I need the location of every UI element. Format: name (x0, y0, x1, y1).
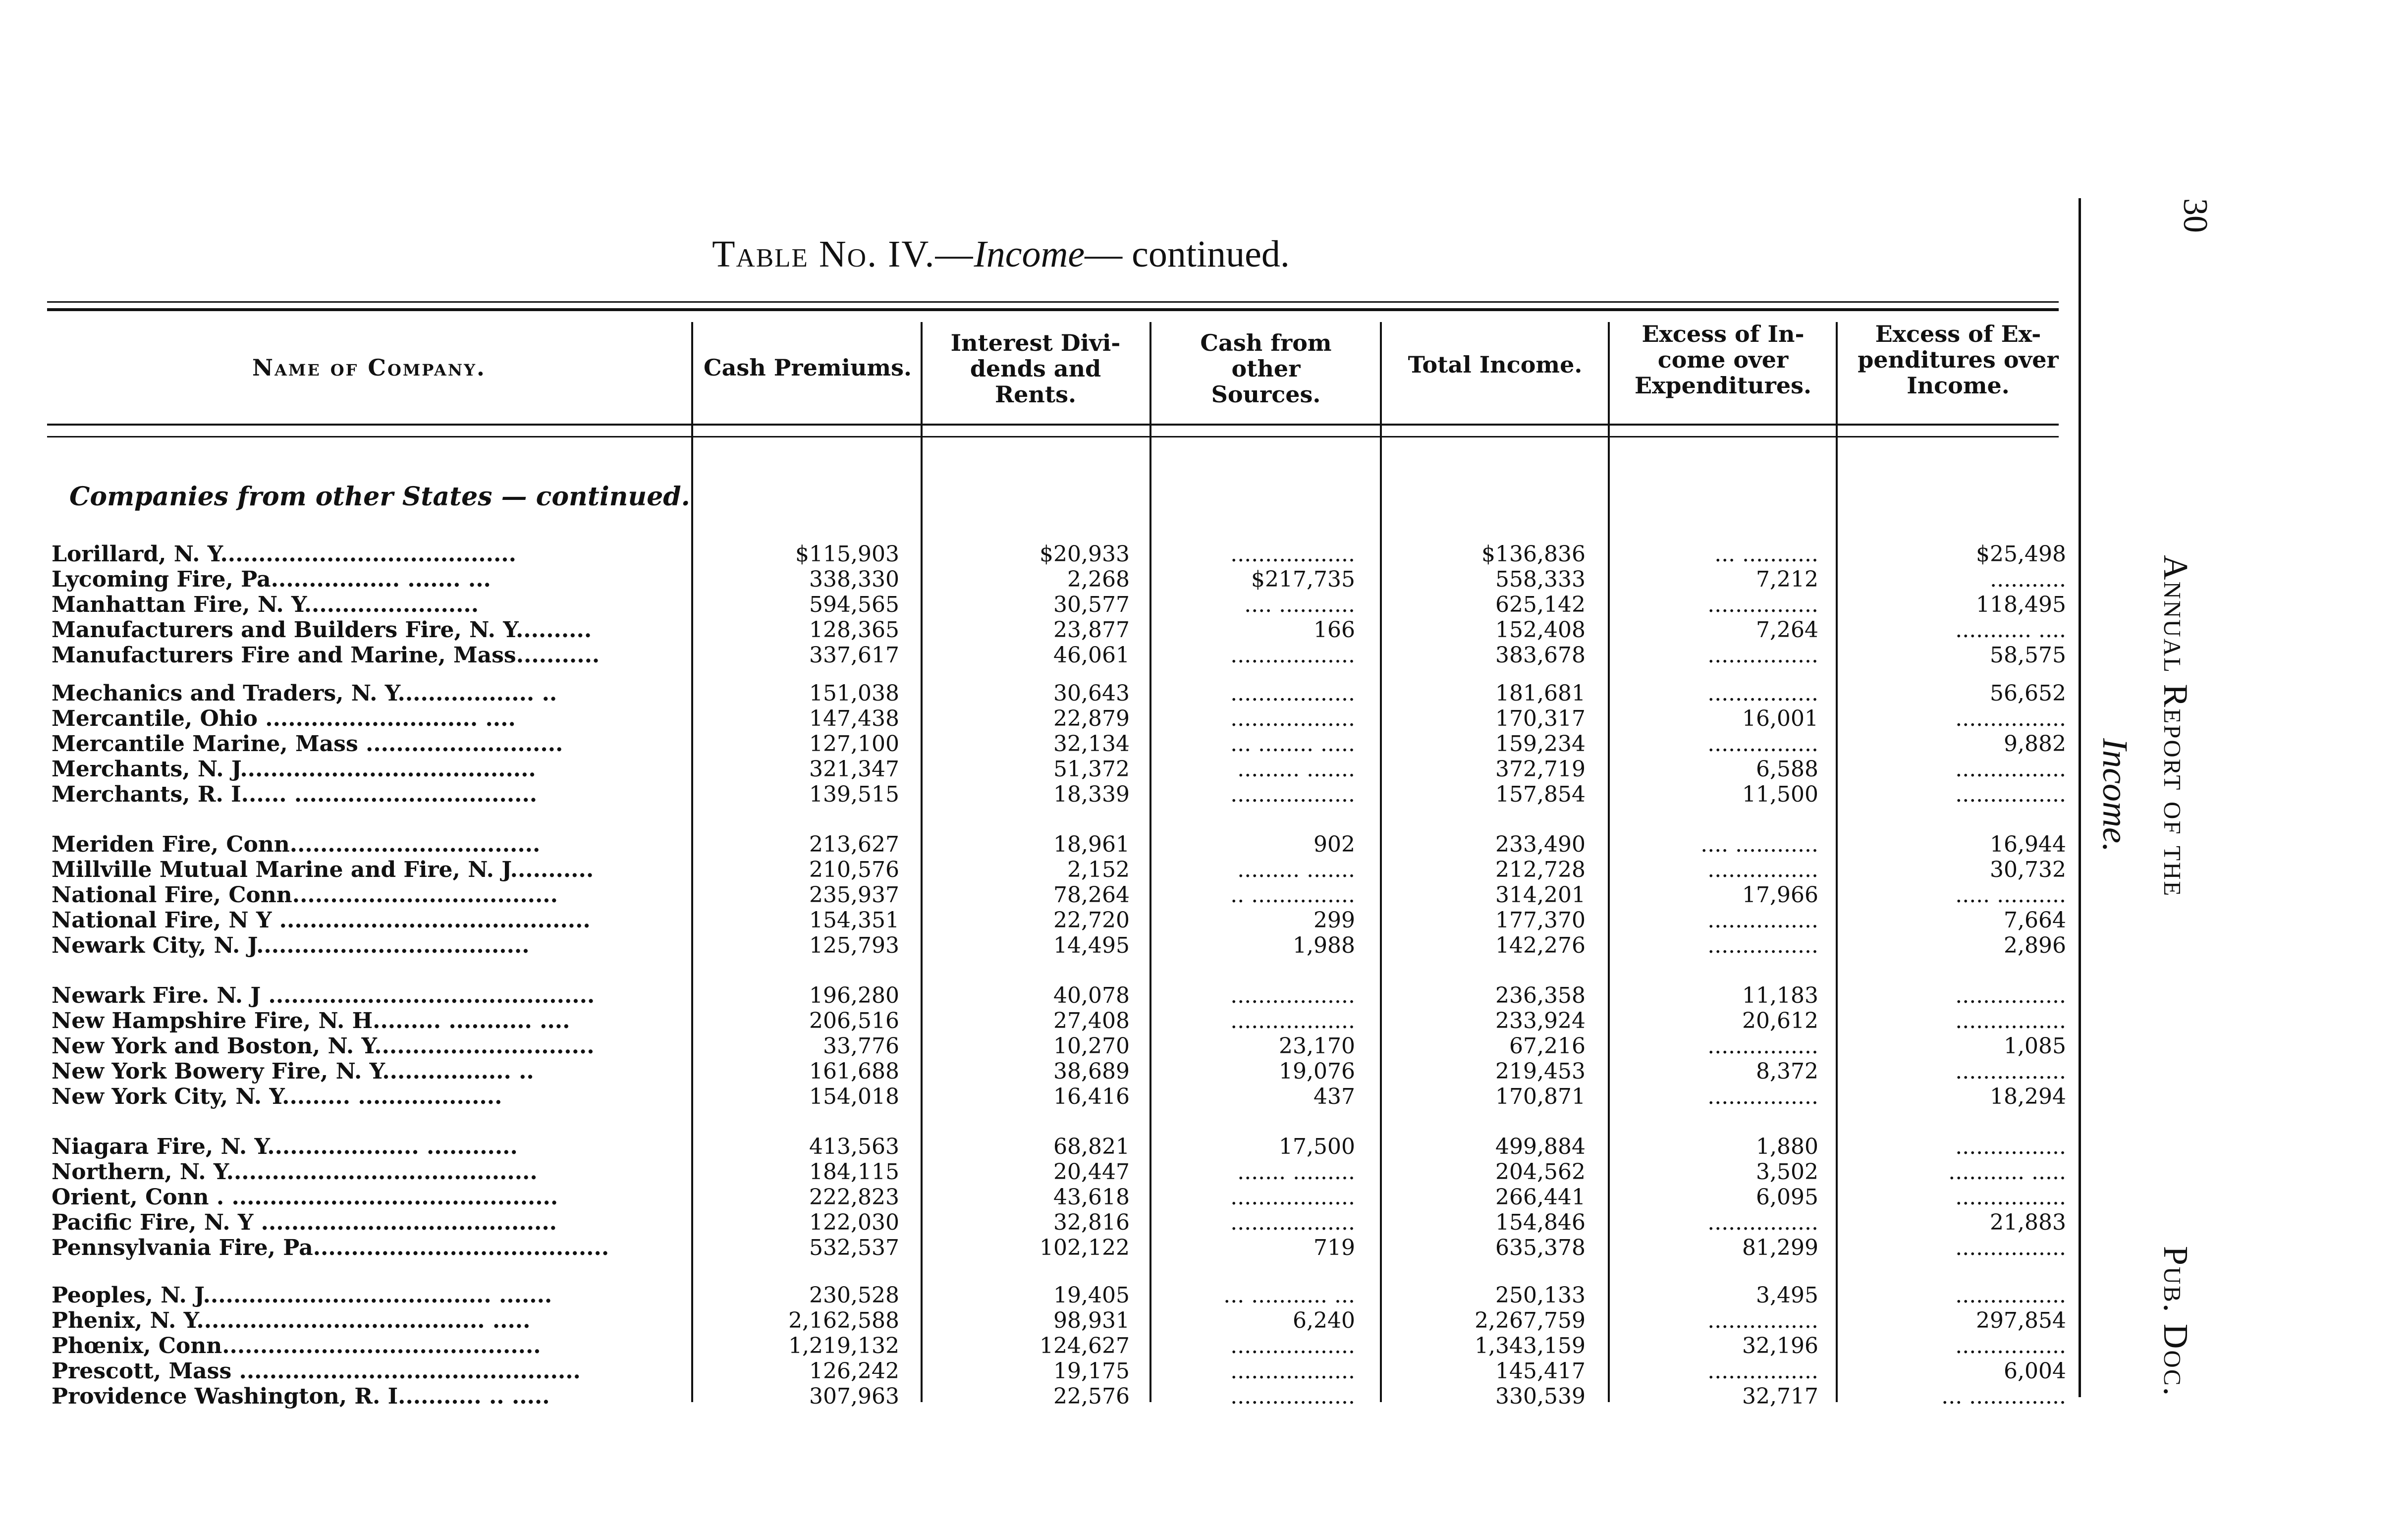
total-income-cell: 145,417 (1495, 1359, 1586, 1384)
company-name: Meriden Fire, Conn................................. (52, 832, 541, 857)
cash-premiums-cell: 321,347 (809, 757, 899, 782)
company-name: Newark City, N. J.................................... (52, 933, 530, 958)
total-income-cell: 2,267,759 (1475, 1308, 1586, 1333)
table-row (0, 1359, 2131, 1384)
company-name: Lorillard, N. Y....................................... (52, 542, 516, 567)
cash-other-cell: 719 (1313, 1236, 1355, 1260)
company-name: Manhattan Fire, N. Y....................... (52, 593, 479, 617)
company-name: Manufacturers and Builders Fire, N. Y.......... (52, 618, 592, 643)
excess-expenditures-cell: 118,495 (1976, 593, 2066, 617)
excess-expenditures-cell: ................ (1955, 1334, 2066, 1359)
interest-cell: 22,576 (1053, 1384, 1130, 1409)
excess-expenditures-cell: ................ (1955, 1185, 2066, 1210)
total-income-cell: 250,133 (1495, 1283, 1586, 1308)
excess-expenditures-cell: 18,294 (1990, 1085, 2066, 1109)
total-income-cell: 67,216 (1509, 1034, 1586, 1059)
cash-other-cell: .................. (1230, 1334, 1355, 1359)
table-row (0, 1135, 2131, 1159)
cash-premiums-cell: 184,115 (809, 1160, 899, 1185)
header-bottom-rule (47, 424, 2059, 426)
cash-premiums-cell: 33,776 (823, 1034, 899, 1059)
company-name: Merchants, N. J....................................... (52, 757, 536, 782)
table-row (0, 618, 2131, 643)
table-row (0, 1210, 2131, 1235)
interest-cell: 18,961 (1053, 832, 1130, 857)
table-row (0, 1384, 2131, 1409)
table-row (0, 707, 2131, 731)
company-name: New York and Boston, N. Y............................. (52, 1034, 595, 1059)
excess-income-cell: 81,299 (1742, 1236, 1818, 1260)
cash-premiums-cell: 594,565 (809, 593, 899, 617)
total-income-cell: 170,871 (1495, 1085, 1586, 1109)
cash-other-cell: 299 (1313, 908, 1355, 933)
cash-premiums-cell: 413,563 (809, 1135, 899, 1159)
excess-income-cell: 7,212 (1756, 567, 1818, 592)
company-name: Orient, Conn . ........................................... (52, 1185, 558, 1210)
table-row (0, 593, 2131, 617)
excess-income-cell: ................ (1707, 1359, 1818, 1384)
excess-expenditures-cell: ................ (1955, 983, 2066, 1008)
cash-other-cell: 902 (1313, 832, 1355, 857)
cash-other-cell: 1,988 (1293, 933, 1355, 958)
company-name: National Fire, N Y ......................................... (52, 908, 591, 933)
total-income-cell: 154,846 (1495, 1210, 1586, 1235)
company-name: National Fire, Conn................................... (52, 883, 558, 908)
excess-expenditures-cell: ................ (1955, 1283, 2066, 1308)
table-title (555, 233, 1447, 276)
excess-expenditures-cell: ........... ..... (1948, 1160, 2066, 1185)
excess-expenditures-cell: 21,883 (1990, 1210, 2066, 1235)
subheader-rule (47, 436, 2059, 437)
excess-income-cell: ................ (1707, 1308, 1818, 1333)
excess-income-cell: ................ (1707, 1085, 1818, 1109)
excess-income-cell: 3,502 (1756, 1160, 1818, 1185)
excess-expenditures-cell: ................ (1955, 1236, 2066, 1260)
cash-other-cell: 17,500 (1279, 1135, 1355, 1159)
company-name: New Hampshire Fire, N. H......... ........... .... (52, 1009, 570, 1033)
excess-income-cell: ................ (1707, 1034, 1818, 1059)
cash-premiums-cell: 213,627 (809, 832, 899, 857)
header-name-of-company: Name of Company. (252, 354, 486, 381)
table-row (0, 1009, 2131, 1033)
excess-expenditures-cell: ................ (1955, 1009, 2066, 1033)
cash-other-cell: $217,735 (1251, 567, 1355, 592)
excess-expenditures-cell: 9,882 (2004, 732, 2066, 757)
cash-other-cell: .................. (1230, 681, 1355, 706)
cash-other-cell: .................. (1230, 1384, 1355, 1409)
excess-income-cell: ................ (1707, 933, 1818, 958)
excess-expenditures-cell: 1,085 (2004, 1034, 2066, 1059)
total-income-cell: 142,276 (1495, 933, 1586, 958)
excess-income-cell: 3,495 (1756, 1283, 1818, 1308)
cash-other-cell: 166 (1313, 618, 1355, 643)
cash-premiums-cell: 1,219,132 (788, 1334, 899, 1359)
interest-cell: 2,268 (1067, 567, 1130, 592)
cash-premiums-cell: 196,280 (809, 983, 899, 1008)
table-row (0, 1160, 2131, 1185)
table-row (0, 567, 2131, 592)
total-income-cell: 1,343,159 (1475, 1334, 1586, 1359)
company-name: Mercantile, Ohio ............................ .... (52, 707, 516, 731)
cash-premiums-cell: 337,617 (809, 643, 899, 668)
total-income-cell: 159,234 (1495, 732, 1586, 757)
table-row (0, 1334, 2131, 1359)
excess-income-cell: 11,500 (1742, 782, 1818, 807)
company-name: Prescott, Mass ............................................. (52, 1359, 581, 1384)
interest-cell: 2,152 (1067, 858, 1130, 882)
excess-expenditures-cell: 6,004 (2004, 1359, 2066, 1384)
table-row (0, 1034, 2131, 1059)
table-row (0, 1059, 2131, 1084)
excess-income-cell: 20,612 (1742, 1009, 1818, 1033)
interest-cell: 38,689 (1053, 1059, 1130, 1084)
company-name: New York City, N. Y......... ................... (52, 1085, 502, 1109)
top-rule-thick (47, 308, 2059, 311)
interest-cell: 19,175 (1053, 1359, 1130, 1384)
table-row (0, 542, 2131, 567)
cash-premiums-cell: 206,516 (809, 1009, 899, 1033)
top-rule-thin (47, 301, 2059, 303)
interest-cell: 68,821 (1053, 1135, 1130, 1159)
cash-other-cell: .... ........... (1244, 593, 1355, 617)
cash-premiums-cell: 222,823 (809, 1185, 899, 1210)
interest-cell: 20,447 (1053, 1160, 1130, 1185)
cash-premiums-cell: 161,688 (809, 1059, 899, 1084)
total-income-cell: 233,924 (1495, 1009, 1586, 1033)
section-label: Companies from other States — continued. (69, 482, 690, 512)
cash-other-cell: .................. (1230, 542, 1355, 567)
table-row (0, 643, 2131, 668)
company-name: Millville Mutual Marine and Fire, N. J........... (52, 858, 594, 882)
excess-income-cell: ................ (1707, 1210, 1818, 1235)
excess-expenditures-cell: ..... .......... (1955, 883, 2066, 908)
interest-cell: 32,816 (1053, 1210, 1130, 1235)
interest-cell: $20,933 (1040, 542, 1130, 567)
cash-other-cell: .................. (1230, 782, 1355, 807)
interest-cell: 22,720 (1053, 908, 1130, 933)
interest-cell: 51,372 (1053, 757, 1130, 782)
cash-premiums-cell: 126,242 (809, 1359, 899, 1384)
cash-premiums-cell: 154,351 (809, 908, 899, 933)
company-name: Phœnix, Conn.......................................... (52, 1334, 541, 1359)
table-row (0, 732, 2131, 757)
interest-cell: 19,405 (1053, 1283, 1130, 1308)
table-row (0, 1185, 2131, 1210)
cash-other-cell: ... ........... ... (1223, 1283, 1355, 1308)
total-income-cell: 212,728 (1495, 858, 1586, 882)
excess-expenditures-cell: 7,664 (2004, 908, 2066, 933)
side-section-title: Income. (2095, 738, 2135, 852)
excess-income-cell: 32,717 (1742, 1384, 1818, 1409)
cash-premiums-cell: 127,100 (809, 732, 899, 757)
cash-premiums-cell: 139,515 (809, 782, 899, 807)
cash-premiums-cell: 125,793 (809, 933, 899, 958)
cash-premiums-cell: 338,330 (809, 567, 899, 592)
excess-expenditures-cell: ........... .... (1955, 618, 2066, 643)
cash-premiums-cell: 230,528 (809, 1283, 899, 1308)
table-row (0, 757, 2131, 782)
cash-other-cell: 437 (1313, 1085, 1355, 1109)
excess-expenditures-cell: ................ (1955, 1059, 2066, 1084)
interest-cell: 16,416 (1053, 1085, 1130, 1109)
excess-expenditures-cell: ................ (1955, 1135, 2066, 1159)
excess-income-cell: 6,588 (1756, 757, 1818, 782)
excess-expenditures-cell: 297,854 (1976, 1308, 2066, 1333)
cash-premiums-cell: $115,903 (795, 542, 899, 567)
cash-other-cell: .. ............... (1230, 883, 1355, 908)
total-income-cell: 219,453 (1495, 1059, 1586, 1084)
cash-other-cell: .................. (1230, 1210, 1355, 1235)
excess-expenditures-cell: ... .............. (1941, 1384, 2066, 1409)
excess-expenditures-cell: 58,575 (1990, 643, 2066, 668)
header-excess-expenditures: Excess of Ex- penditures over Income. (1858, 321, 2059, 399)
table-row (0, 983, 2131, 1008)
company-name: Pacific Fire, N. Y ....................................... (52, 1210, 557, 1235)
total-income-cell: 204,562 (1495, 1160, 1586, 1185)
company-name: Pennsylvania Fire, Pa....................................... (52, 1236, 609, 1260)
excess-income-cell: .... ............ (1700, 832, 1818, 857)
table-row (0, 782, 2131, 807)
page-number: 30 (2176, 198, 2214, 233)
cash-other-cell: .................. (1230, 707, 1355, 731)
cash-other-cell: 6,240 (1293, 1308, 1355, 1333)
excess-income-cell: 17,966 (1742, 883, 1818, 908)
excess-income-cell: ................ (1707, 858, 1818, 882)
total-income-cell: 181,681 (1495, 681, 1586, 706)
excess-income-cell: 7,264 (1756, 618, 1818, 643)
cash-other-cell: .................. (1230, 983, 1355, 1008)
table-title-prefix: Table No. IV.— (712, 233, 974, 275)
interest-cell: 78,264 (1053, 883, 1130, 908)
table-row (0, 858, 2131, 882)
company-name: Northern, N. Y......................................... (52, 1160, 538, 1185)
table-row (0, 1283, 2131, 1308)
excess-income-cell: ................ (1707, 908, 1818, 933)
interest-cell: 98,931 (1053, 1308, 1130, 1333)
cash-other-cell: ......... ....... (1237, 757, 1355, 782)
cash-premiums-cell: 122,030 (809, 1210, 899, 1235)
interest-cell: 18,339 (1053, 782, 1130, 807)
excess-income-cell: 16,001 (1742, 707, 1818, 731)
table-title-italic: Income (974, 233, 1085, 275)
table-title-suffix: — continued. (1085, 233, 1290, 275)
excess-income-cell: 8,372 (1756, 1059, 1818, 1084)
interest-cell: 124,627 (1040, 1334, 1130, 1359)
header-interest-dividends: Interest Divi- dends and Rents. (950, 329, 1121, 408)
excess-income-cell: 1,880 (1756, 1135, 1818, 1159)
interest-cell: 27,408 (1053, 1009, 1130, 1033)
company-name: New York Bowery Fire, N. Y................. .. (52, 1059, 534, 1084)
company-name: Providence Washington, R. I........... .. ..... (52, 1384, 550, 1409)
cash-premiums-cell: 154,018 (809, 1085, 899, 1109)
table-row (0, 1085, 2131, 1109)
excess-expenditures-cell: $25,498 (1976, 542, 2066, 567)
excess-expenditures-cell: 16,944 (1990, 832, 2066, 857)
excess-expenditures-cell: 2,896 (2004, 933, 2066, 958)
excess-income-cell: 11,183 (1742, 983, 1818, 1008)
cash-other-cell: .................. (1230, 643, 1355, 668)
excess-income-cell: ... ........... (1714, 542, 1818, 567)
total-income-cell: 558,333 (1495, 567, 1586, 592)
total-income-cell: 499,884 (1495, 1135, 1586, 1159)
total-income-cell: 233,490 (1495, 832, 1586, 857)
excess-income-cell: ................ (1707, 593, 1818, 617)
total-income-cell: 330,539 (1495, 1384, 1586, 1409)
interest-cell: 40,078 (1053, 983, 1130, 1008)
cash-premiums-cell: 532,537 (809, 1236, 899, 1260)
interest-cell: 22,879 (1053, 707, 1130, 731)
cash-premiums-cell: 235,937 (809, 883, 899, 908)
total-income-cell: 314,201 (1495, 883, 1586, 908)
company-name: Mechanics and Traders, N. Y.................. .. (52, 681, 557, 706)
total-income-cell: 236,358 (1495, 983, 1586, 1008)
running-head (2150, 555, 2200, 1397)
company-name: Newark Fire. N. J ........................................... (52, 983, 595, 1008)
excess-income-cell: 6,095 (1756, 1185, 1818, 1210)
interest-cell: 30,643 (1053, 681, 1130, 706)
company-name: Mercantile Marine, Mass .......................... (52, 732, 563, 757)
total-income-cell: 635,378 (1495, 1236, 1586, 1260)
cash-other-cell: ....... ......... (1237, 1160, 1355, 1185)
total-income-cell: 625,142 (1495, 593, 1586, 617)
header-total-income: Total Income. (1408, 351, 1583, 378)
company-name: Niagara Fire, N. Y.................... ............ (52, 1135, 518, 1159)
interest-cell: 14,495 (1053, 933, 1130, 958)
table-row (0, 933, 2131, 958)
cash-other-cell: .................. (1230, 1185, 1355, 1210)
excess-expenditures-cell: 56,652 (1990, 681, 2066, 706)
total-income-cell: 170,317 (1495, 707, 1586, 731)
company-name: Phenix, N. Y...................................... ..... (52, 1308, 531, 1333)
company-name: Manufacturers Fire and Marine, Mass........... (52, 643, 600, 668)
cash-premiums-cell: 128,365 (809, 618, 899, 643)
total-income-cell: 383,678 (1495, 643, 1586, 668)
cash-other-cell: ... ........ ..... (1230, 732, 1355, 757)
cash-premiums-cell: 210,576 (809, 858, 899, 882)
total-income-cell: 177,370 (1495, 908, 1586, 933)
total-income-cell: 266,441 (1495, 1185, 1586, 1210)
company-name: Lycoming Fire, Pa................. ....... ... (52, 567, 491, 592)
header-cash-other-sources: Cash from other Sources. (1200, 329, 1332, 408)
excess-expenditures-cell: 30,732 (1990, 858, 2066, 882)
table-row (0, 908, 2131, 933)
header-excess-income: Excess of In- come over Expenditures. (1634, 321, 1812, 399)
interest-cell: 43,618 (1053, 1185, 1130, 1210)
company-name: Peoples, N. J...................................... ....... (52, 1283, 552, 1308)
cash-premiums-cell: 307,963 (809, 1384, 899, 1409)
excess-income-cell: ................ (1707, 681, 1818, 706)
interest-cell: 10,270 (1053, 1034, 1130, 1059)
excess-income-cell: 32,196 (1742, 1334, 1818, 1359)
cash-premiums-cell: 147,438 (809, 707, 899, 731)
cash-premiums-cell: 2,162,588 (788, 1308, 899, 1333)
interest-cell: 46,061 (1053, 643, 1130, 668)
running-head-right: Pub. Doc. (2156, 1246, 2194, 1397)
excess-expenditures-cell: ................ (1955, 707, 2066, 731)
table-row (0, 1236, 2131, 1260)
total-income-cell: $136,836 (1481, 542, 1586, 567)
interest-cell: 32,134 (1053, 732, 1130, 757)
header-cash-premiums: Cash Premiums. (703, 354, 912, 381)
excess-expenditures-cell: ................ (1955, 757, 2066, 782)
excess-income-cell: ................ (1707, 643, 1818, 668)
interest-cell: 23,877 (1053, 618, 1130, 643)
cash-premiums-cell: 151,038 (809, 681, 899, 706)
excess-income-cell: ................ (1707, 732, 1818, 757)
cash-other-cell: .................. (1230, 1009, 1355, 1033)
table-row (0, 883, 2131, 908)
total-income-cell: 372,719 (1495, 757, 1586, 782)
table-row (0, 1308, 2131, 1333)
company-name: Merchants, R. I...... ................................ (52, 782, 538, 807)
cash-other-cell: ......... ....... (1237, 858, 1355, 882)
total-income-cell: 152,408 (1495, 618, 1586, 643)
excess-expenditures-cell: ........... (1990, 567, 2066, 592)
table-row (0, 832, 2131, 857)
interest-cell: 30,577 (1053, 593, 1130, 617)
interest-cell: 102,122 (1040, 1236, 1130, 1260)
excess-expenditures-cell: ................ (1955, 782, 2066, 807)
total-income-cell: 157,854 (1495, 782, 1586, 807)
table-row (0, 681, 2131, 706)
running-head-left: Annual Report of the (2156, 555, 2194, 898)
cash-other-cell: 23,170 (1279, 1034, 1355, 1059)
cash-other-cell: .................. (1230, 1359, 1355, 1384)
cash-other-cell: 19,076 (1279, 1059, 1355, 1084)
